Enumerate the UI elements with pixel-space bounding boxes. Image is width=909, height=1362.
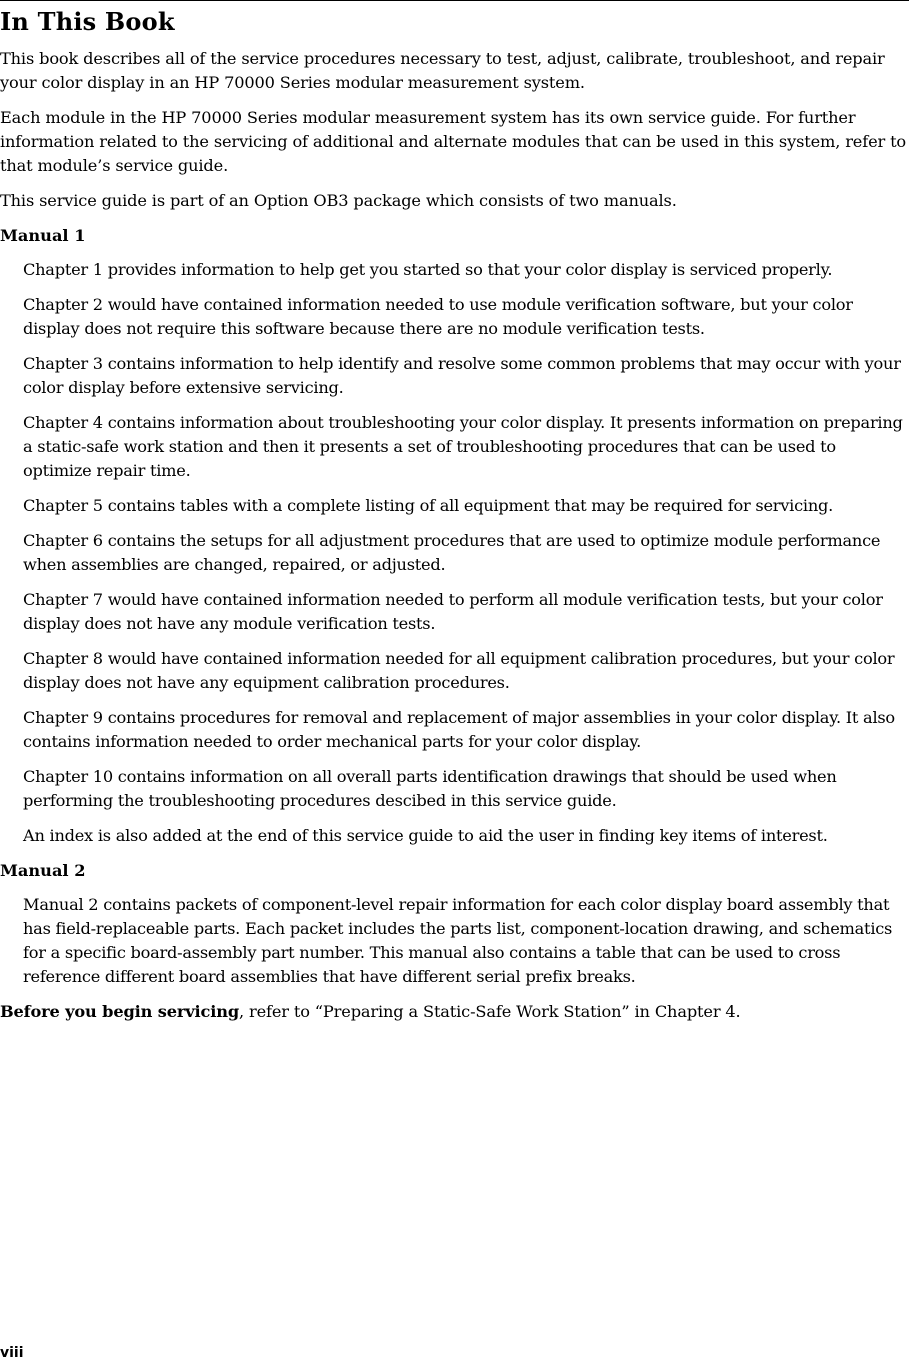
manual-1-chapter-10: Chapter 10 contains information on all overall parts identification drawings that should be used when performing the troubleshooting procedures descibed in this service guide.: [23, 767, 837, 810]
manual-1-chapter-5: Chapter 5 contains tables with a complete listing of all equipment that may be required for servicing.: [23, 496, 834, 515]
manual-2-heading: Manual 2: [0, 861, 86, 880]
manual-1-chapter-4: Chapter 4 contains information about troubleshooting your color display. It presents information on preparing a static-safe work station and then it presents a set of troubleshooting procedures that can be used to optimize repair time.: [23, 413, 903, 480]
top-rule: [0, 0, 909, 1]
page-number: viii: [0, 1345, 24, 1361]
page-title: In This Book: [0, 7, 175, 36]
intro-paragraph-2: Each module in the HP 70000 Series modular measurement system has its own service guide. For further information related to the servicing of additional and alternate modules that can be used in this system, refer to that module’s service guide.: [0, 108, 907, 175]
manual-1-chapter-2: Chapter 2 would have contained information needed to use module verification software, but your color display does not require this software because there are no module verification tests.: [23, 295, 853, 338]
manual-1-chapter-7: Chapter 7 would have contained information needed to perform all module verification tests, but your color display does not have any module verification tests.: [23, 590, 883, 633]
manual-1-chapter-1: Chapter 1 provides information to help get you started so that your color display is serviced properly.: [23, 260, 833, 279]
manual-1-chapter-9: Chapter 9 contains procedures for removal and replacement of major assemblies in your color display. It also contains information needed to order mechanical parts for your color display.: [23, 708, 895, 751]
closing-note: [0, 1000, 909, 1024]
manual-1-chapter-6: Chapter 6 contains the setups for all adjustment procedures that are used to optimize module performance when assemblies are changed, repaired, or adjusted.: [23, 531, 881, 574]
intro-paragraph-1: This book describes all of the service procedures necessary to test, adjust, calibrate, troubleshoot, and repair your color display in an HP 70000 Series modular measurement system.: [0, 49, 885, 92]
page-content: [0, 6, 909, 1035]
manual-1-index-note: An index is also added at the end of this service guide to aid the user in finding key items of interest.: [23, 826, 828, 845]
manual-1-heading: Manual 1: [0, 226, 86, 245]
closing-note-text: , refer to “Preparing a Static-Safe Work Station” in Chapter 4.: [239, 1002, 741, 1021]
intro-paragraph-3: This service guide is part of an Option OB3 package which consists of two manuals.: [0, 191, 677, 210]
manual-2-description: Manual 2 contains packets of component-level repair information for each color display board assembly that has field-replaceable parts. Each packet includes the parts list, component-location drawing, and schematics for a specific board-assembly part number. This manual also contains a table that can be used to cross reference different board assemblies that have different serial prefix breaks.: [23, 895, 893, 986]
closing-note-bold: Before you begin servicing: [0, 1002, 239, 1021]
manual-1-chapter-3: Chapter 3 contains information to help identify and resolve some common problems that may occur with your color display before extensive servicing.: [23, 354, 901, 397]
manual-1-chapter-8: Chapter 8 would have contained information needed for all equipment calibration procedures, but your color display does not have any equipment calibration procedures.: [23, 649, 895, 692]
